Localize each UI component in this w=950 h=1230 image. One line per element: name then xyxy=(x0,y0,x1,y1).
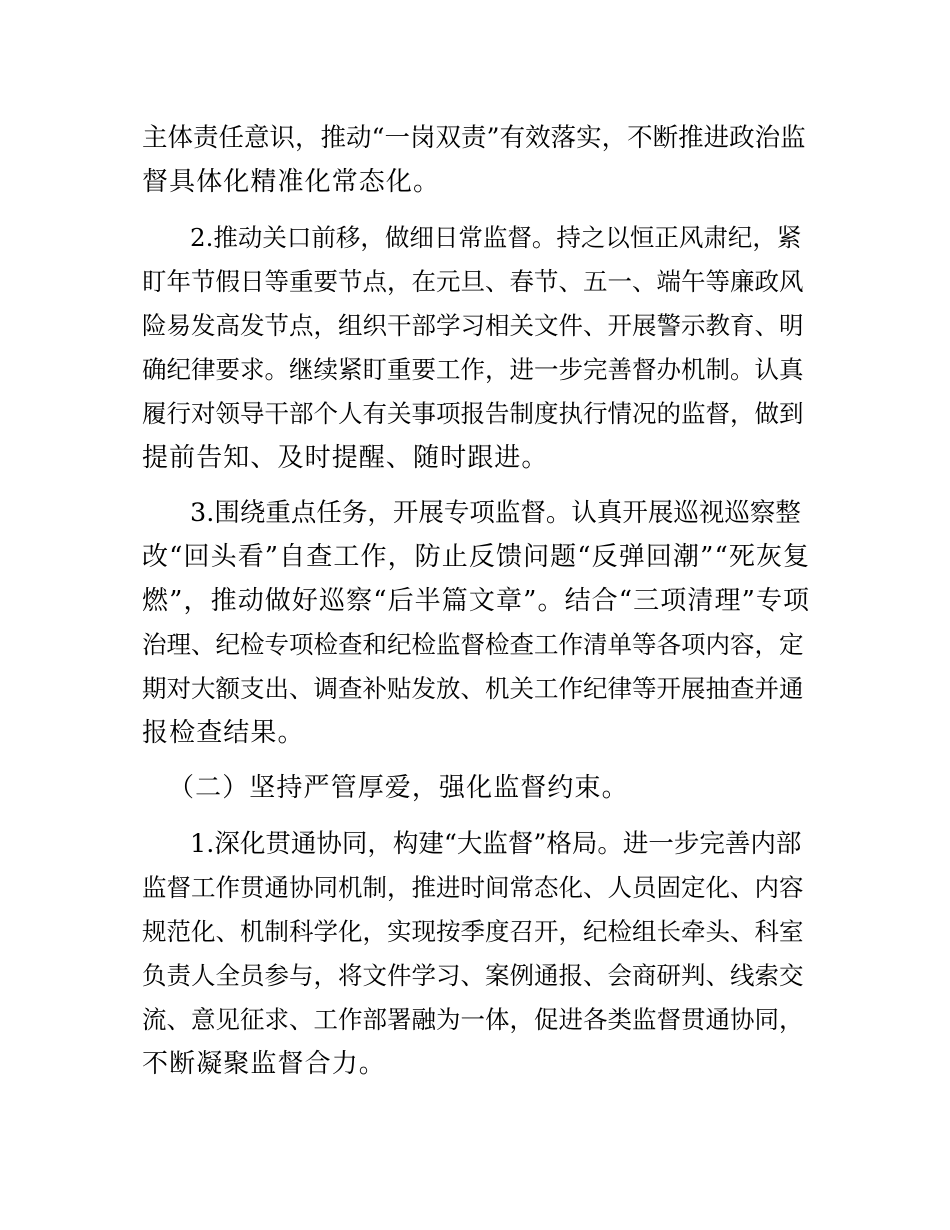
text-line: 1.深化贯通协同，构建“大监督”格局。进一步完善内部 xyxy=(190,829,802,859)
text-line: 2.推动关口前移，做细日常监督。持之以恒正风肃纪，紧 xyxy=(190,223,802,252)
text-line: 3.围绕重点任务，开展专项监督。认真开展巡视巡察整 xyxy=(190,498,801,528)
text-line: 期对大额支出、调查补贴发放、机关工作纪律等开展抽查并通 xyxy=(142,674,804,703)
text-line: 报检查结果。 xyxy=(142,718,305,748)
text-line: 规范化、机制科学化，实现按季度召开，纪检组长牵头、科室 xyxy=(142,917,804,946)
text-line: 盯年节假日等重要节点，在元旦、春节、五一、端午等廉政风 xyxy=(142,267,804,296)
section-heading: （二）坚持严管厚爱，强化监督约束。 xyxy=(168,773,629,803)
text-line: 确纪律要求。继续紧盯重要工作，进一步完善督办机制。认真 xyxy=(142,355,804,384)
text-line: 燃”，推动做好巡察“后半篇文章”。结合“三项清理”专项 xyxy=(142,586,811,616)
text-line: 主体责任意识，推动“一岗双责”有效落实，不断推进政治监 xyxy=(142,123,806,153)
text-line: 不断凝聚监督合力。 xyxy=(142,1049,386,1079)
text-line: 监督工作贯通协同机制，推进时间常态化、人员固定化、内容 xyxy=(142,873,804,902)
text-line: 督具体化精准化常态化。 xyxy=(142,167,441,197)
text-line: 治理、纪检专项检查和纪检监督检查工作清单等各项内容，定 xyxy=(142,630,804,659)
text-line: 履行对领导干部个人有关事项报告制度执行情况的监督，做到 xyxy=(142,399,804,428)
text-line: 改“回头看”自查工作，防止反馈问题“反弹回潮”“死灰复 xyxy=(142,542,811,572)
text-line: 负责人全员参与，将文件学习、案例通报、会商研判、线索交 xyxy=(142,961,804,990)
text-line: 险易发高发节点，组织干部学习相关文件、开展警示教育、明 xyxy=(142,311,804,340)
text-line: 提前告知、及时提醒、随时跟进。 xyxy=(142,443,549,473)
text-line: 流、意见征求、工作部署融为一体，促进各类监督贯通协同， xyxy=(142,1005,804,1034)
